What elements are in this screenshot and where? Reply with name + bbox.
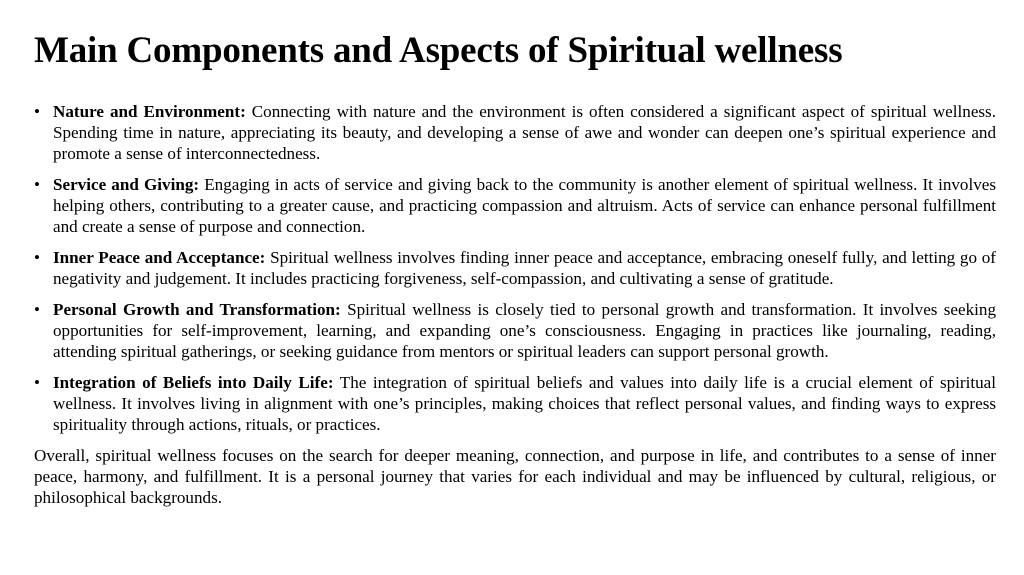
bullet-text: Spiritual wellness is closely tied to personal growth and transformation. It involves seeking opportunities for self-improvement, learning, and expanding one’s consciousness. Engaging in practices like journaling, reading, attending spiritual gatherings, or seeking guidance from mentors or spiritual leaders can support personal growth. [53, 300, 996, 361]
bullet-icon: • [34, 175, 40, 194]
bullet-text: Connecting with nature and the environment is often considered a significant aspect of spiritual wellness. Spending time in nature, appreciating its beauty, and developing a sense of awe and wonder can deepen one’s spiritual experience and promote a sense of interconnectedness. [53, 102, 996, 163]
bullet-item-nature-environment [34, 101, 996, 164]
bullet-item-inner-peace [34, 247, 996, 289]
bullet-item-service-giving [34, 174, 996, 237]
bullet-term: Integration of Beliefs into Daily Life: [53, 373, 334, 392]
bullet-list [34, 101, 996, 435]
bullet-term: Nature and Environment: [53, 102, 246, 121]
bullet-item-personal-growth [34, 299, 996, 362]
bullet-icon: • [34, 102, 40, 121]
bullet-text: The integration of spiritual beliefs and values into daily life is a crucial element of spiritual wellness. It involves living in alignment with one’s principles, making choices that reflect personal values, and finding ways to express spirituality through actions, rituals, or practices. [53, 373, 996, 434]
bullet-icon: • [34, 248, 40, 267]
slide-body [34, 101, 996, 508]
summary-paragraph: Overall, spiritual wellness focuses on the search for deeper meaning, connection, and purpose in life, and contributes to a sense of inner peace, harmony, and fulfillment. It is a personal journey that varies for each individual and may be influenced by cultural, religious, or philosophical backgrounds. [34, 446, 996, 507]
bullet-term: Inner Peace and Acceptance: [53, 248, 266, 267]
bullet-icon: • [34, 373, 40, 392]
bullet-icon: • [34, 300, 40, 319]
bullet-text: Spiritual wellness involves finding inner peace and acceptance, embracing oneself fully, and letting go of negativity and judgement. It includes practicing forgiveness, self-compassion, and cultivating a sense of gratitude. [53, 248, 996, 288]
slide-title: Main Components and Aspects of Spiritual wellness [34, 30, 843, 71]
bullet-term: Personal Growth and Transformation: [53, 300, 341, 319]
bullet-item-integration-beliefs [34, 372, 996, 435]
bullet-text: Engaging in acts of service and giving back to the community is another element of spiritual wellness. It involves helping others, contributing to a greater cause, and practicing compassion and altruism. Acts of service can enhance personal fulfillment and create a sense of purpose and connection. [53, 175, 996, 236]
bullet-term: Service and Giving: [53, 175, 200, 194]
